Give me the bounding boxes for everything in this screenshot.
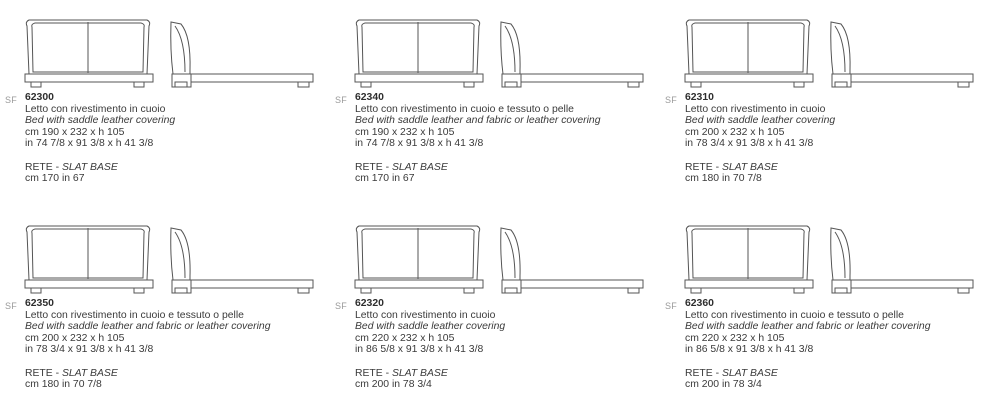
dimensions-cm: cm 190 x 232 x h 105 xyxy=(25,126,125,138)
product-info xyxy=(685,298,985,391)
rete-dimensions: cm 170 in 67 xyxy=(355,173,415,185)
dimensions-cm: cm 190 x 232 x h 105 xyxy=(355,126,455,138)
product-card-62300 xyxy=(5,10,325,205)
bed-drawing xyxy=(335,10,655,92)
description-it: Letto con rivestimento in cuoio e tessuto o pelle xyxy=(355,103,574,115)
bed-drawing xyxy=(5,10,325,92)
description-en: Bed with saddle leather and fabric or leather covering xyxy=(685,321,931,333)
series-prefix: SF xyxy=(665,301,678,311)
bed-front-side-view xyxy=(335,216,655,298)
dimensions-in: in 78 3/4 x 91 3/8 x h 41 3/8 xyxy=(685,138,814,150)
product-code: 62360 xyxy=(685,298,714,309)
product-code: 62300 xyxy=(25,92,54,103)
product-code: 62350 xyxy=(25,298,54,309)
product-card-62350 xyxy=(5,216,325,411)
description-it: Letto con rivestimento in cuoio e tessuto o pelle xyxy=(685,309,904,321)
product-code: 62310 xyxy=(685,92,714,103)
bed-drawing xyxy=(5,216,325,298)
product-info xyxy=(25,298,325,391)
rete-heading: RETE - SLAT BASE xyxy=(355,161,448,173)
bed-front-side-view xyxy=(665,10,985,92)
dimensions-cm: cm 200 x 232 x h 105 xyxy=(25,332,125,344)
rete-heading: RETE - SLAT BASE xyxy=(355,367,448,379)
description-en: Bed with saddle leather covering xyxy=(355,321,506,333)
rete-heading: RETE - SLAT BASE xyxy=(25,367,118,379)
product-code: 62320 xyxy=(355,298,384,309)
series-prefix: SF xyxy=(665,95,678,105)
dimensions-cm: cm 220 x 232 x h 105 xyxy=(685,332,785,344)
product-card-62310 xyxy=(665,10,985,205)
dimensions-in: in 86 5/8 x 91 3/8 x h 41 3/8 xyxy=(685,344,814,356)
product-info xyxy=(355,92,655,185)
series-prefix: SF xyxy=(335,95,348,105)
dimensions-in: in 74 7/8 x 91 3/8 x h 41 3/8 xyxy=(25,138,154,150)
bed-drawing xyxy=(665,10,985,92)
bed-front-side-view xyxy=(5,10,325,92)
rete-dimensions: cm 200 in 78 3/4 xyxy=(685,379,762,391)
bed-front-side-view xyxy=(665,216,985,298)
dimensions-cm: cm 200 x 232 x h 105 xyxy=(685,126,785,138)
product-info xyxy=(685,92,985,185)
description-it: Letto con rivestimento in cuoio xyxy=(25,103,166,115)
product-info xyxy=(355,298,655,391)
bed-drawing xyxy=(335,216,655,298)
rete-dimensions: cm 180 in 70 7/8 xyxy=(25,379,102,391)
description-en: Bed with saddle leather and fabric or leather covering xyxy=(355,115,601,127)
series-prefix: SF xyxy=(335,301,348,311)
product-code: 62340 xyxy=(355,92,384,103)
description-it: Letto con rivestimento in cuoio e tessuto o pelle xyxy=(25,309,244,321)
rete-heading: RETE - SLAT BASE xyxy=(685,161,778,173)
description-it: Letto con rivestimento in cuoio xyxy=(355,309,496,321)
product-card-62340 xyxy=(335,10,655,205)
product-info xyxy=(25,92,325,185)
product-card-62320 xyxy=(335,216,655,411)
product-card-62360 xyxy=(665,216,985,411)
dimensions-in: in 78 3/4 x 91 3/8 x h 41 3/8 xyxy=(25,344,154,356)
dimensions-cm: cm 220 x 232 x h 105 xyxy=(355,332,455,344)
bed-drawing xyxy=(665,216,985,298)
rete-dimensions: cm 180 in 70 7/8 xyxy=(685,173,762,185)
description-en: Bed with saddle leather covering xyxy=(685,115,836,127)
rete-dimensions: cm 200 in 78 3/4 xyxy=(355,379,432,391)
rete-heading: RETE - SLAT BASE xyxy=(25,161,118,173)
series-prefix: SF xyxy=(5,95,18,105)
description-it: Letto con rivestimento in cuoio xyxy=(685,103,826,115)
description-en: Bed with saddle leather covering xyxy=(25,115,176,127)
dimensions-in: in 74 7/8 x 91 3/8 x h 41 3/8 xyxy=(355,138,484,150)
rete-heading: RETE - SLAT BASE xyxy=(685,367,778,379)
dimensions-in: in 86 5/8 x 91 3/8 x h 41 3/8 xyxy=(355,344,484,356)
series-prefix: SF xyxy=(5,301,18,311)
bed-front-side-view xyxy=(5,216,325,298)
rete-dimensions: cm 170 in 67 xyxy=(25,173,85,185)
bed-front-side-view xyxy=(335,10,655,92)
description-en: Bed with saddle leather and fabric or leather covering xyxy=(25,321,271,333)
